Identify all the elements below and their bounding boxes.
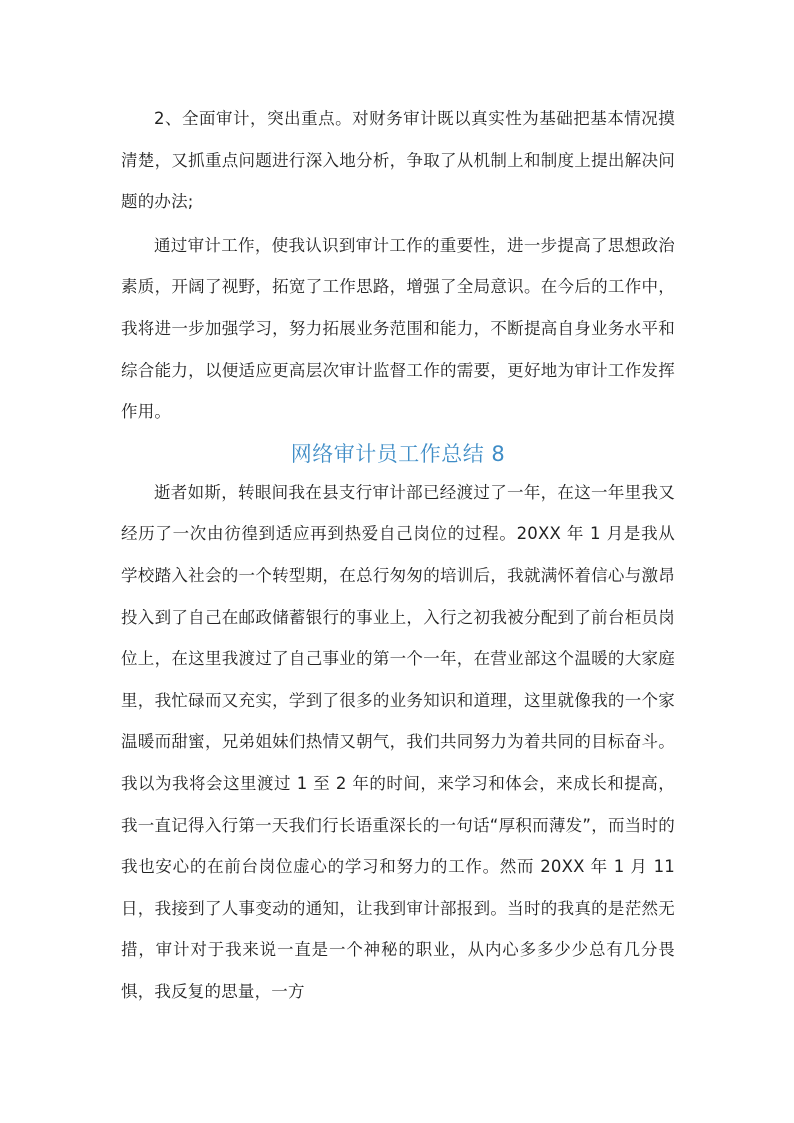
paragraph-audit-focus: 2、全面审计，突出重点。对财务审计既以真实性为基础把基本情况摸清楚，又抓重点问题进行深入地分析，争取了从机制上和制度上提出解决问题的办法; <box>121 109 675 212</box>
document-body <box>121 98 675 1012</box>
paragraph-summary-body: 逝者如斯，转眼间我在县支行审计部已经渡过了一年，在这一年里我又经历了一次由彷徨到适应再到热爱自己岗位的过程。20XX 年 1 月是我从学校踏入社会的一个转型期，在总行匆匆的培训后，我就满怀着信心与激昂投入到了自己在邮政储蓄银行的事业上，入行之初我被分配到了前台柜员岗位上，在这里我渡过了自己事业的第一个一年，在营业部这个温暖的大家庭里，我忙碌而又充实，学到了很多的业务知识和道理，这里就像我的一个家温暖而甜蜜，兄弟姐妹们热情又朝气，我们共同努力为着共同的目标奋斗。我以为我将会这里渡过 1 至 2 年的时间，来学习和体会，来成长和提高，我一直记得入行第一天我们行长语重深长的一句话“厚积而薄发”，而当时的我也安心的在前台岗位虚心的学习和努力的工作。然而 20XX 年 1 月 11 日，我接到了人事变动的通知，让我到审计部报到。当时的我真的是茫然无措，审计对于我来说一直是一个神秘的职业，从内心多多少少总有几分畏惧，我反复的思量，一方 <box>121 482 675 1001</box>
paragraph-audit-reflection: 通过审计工作，使我认识到审计工作的重要性，进一步提高了思想政治素质，开阔了视野，拓宽了工作思路，增强了全局意识。在今后的工作中，我将进一步加强学习，努力拓展业务范围和能力，不断提高自身业务水平和综合能力，以便适应更高层次审计监督工作的需要，更好地为审计工作发挥作用。 <box>121 235 675 422</box>
section-heading: 网络审计员工作总结 8 <box>290 441 506 466</box>
